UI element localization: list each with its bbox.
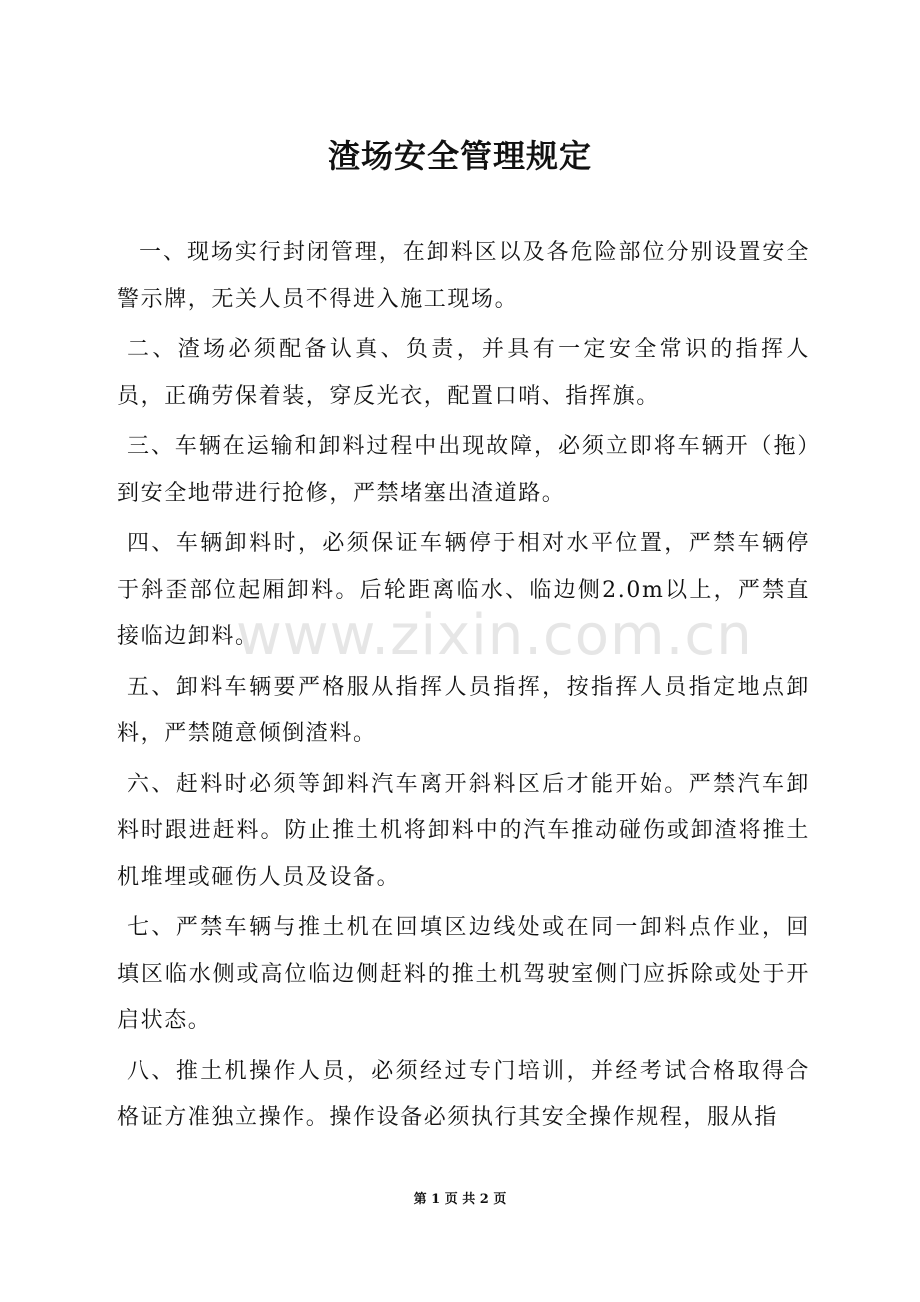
paragraph-5: 五、卸料车辆要严格服从指挥人员指挥，按指挥人员指定地点卸料，严禁随意倾倒渣料。 xyxy=(117,674,810,746)
paragraph-7: 七、严禁车辆与推土机在回填区边线处或在同一卸料点作业，回填区临水侧或高位临边侧赶料的推土机驾驶室侧门应拆除或处于开启状态。 xyxy=(117,915,810,1033)
paragraph-1: 一、现场实行封闭管理，在卸料区以及各危险部位分别设置安全警示牌，无关人员不得进入施工现场。 xyxy=(117,240,810,312)
page-footer: 第 1 页 共 2 页 xyxy=(413,1192,507,1207)
paragraph-8: 八、推土机操作人员，必须经过专门培训，并经考试合格取得合格证方准独立操作。操作设备必须执行其安全操作规程，服从指 xyxy=(117,1058,810,1130)
paragraph-4: 四、车辆卸料时，必须保证车辆停于相对水平位置，严禁车辆停于斜歪部位起厢卸料。后轮距离临水、临边侧2.0m以上，严禁直接临边卸料。 xyxy=(117,531,810,649)
document-body xyxy=(117,230,810,1146)
paragraph-6: 六、赶料时必须等卸料汽车离开斜料区后才能开始。严禁汽车卸料时跟进赶料。防止推土机将卸料中的汽车推动碰伤或卸渣将推土机堆埋或砸伤人员及设备。 xyxy=(117,771,810,890)
document-title: 渣场安全管理规定 xyxy=(327,137,592,175)
paragraph-3: 三、车辆在运输和卸料过程中出现故障，必须立即将车辆开（拖）到安全地带进行抢修，严禁堵塞出渣道路。 xyxy=(117,434,810,506)
watermark: www.zixin.com.cn xyxy=(236,603,753,668)
paragraph-2: 二、渣场必须配备认真、负责，并具有一定安全常识的指挥人员，正确劳保着装，穿反光衣，配置口哨、指挥旗。 xyxy=(117,337,810,409)
